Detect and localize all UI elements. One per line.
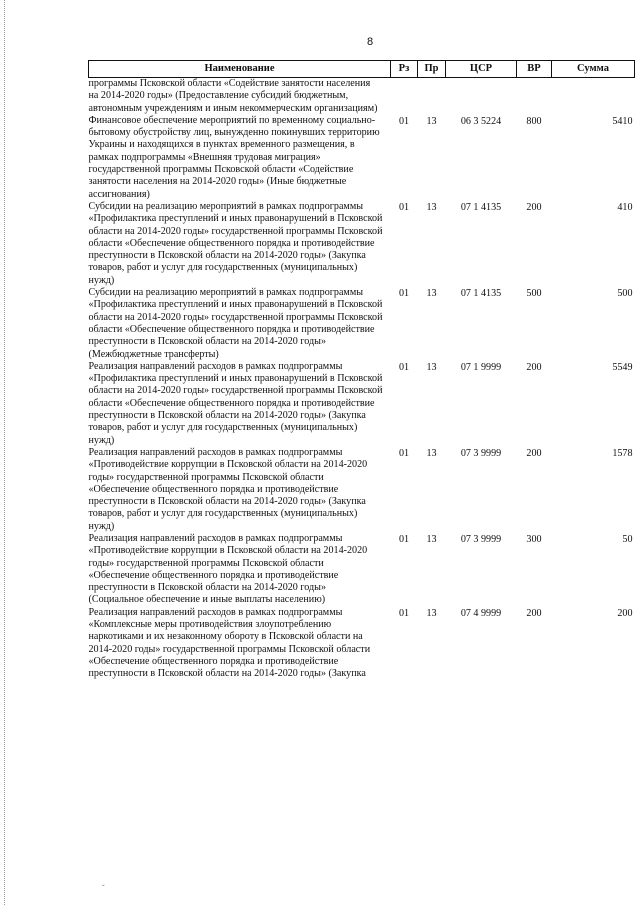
row-pr: 13 bbox=[426, 533, 437, 545]
row-sum: 5549 bbox=[612, 361, 633, 373]
row-pr: 13 bbox=[426, 607, 437, 619]
row-sum: 1578 bbox=[612, 447, 633, 459]
header-sum: Сумма bbox=[552, 61, 635, 78]
row-csr: 07 4 9999 bbox=[460, 607, 502, 619]
row-vr: 200 bbox=[526, 361, 542, 373]
table-row bbox=[89, 361, 635, 447]
table-row bbox=[89, 533, 635, 607]
header-pr: Пр bbox=[418, 61, 446, 78]
header-name: Наименование bbox=[89, 61, 391, 78]
row-rz: 01 bbox=[398, 607, 410, 619]
row-pr: 13 bbox=[426, 361, 437, 373]
page-number: 8 bbox=[366, 36, 374, 48]
row-vr: 200 bbox=[526, 201, 542, 213]
table-row bbox=[89, 115, 635, 201]
row-vr: 500 bbox=[526, 288, 542, 300]
row-pr: 13 bbox=[426, 288, 437, 300]
budget-table bbox=[88, 60, 635, 681]
header-vr: ВР bbox=[517, 61, 552, 78]
row-pr bbox=[418, 78, 446, 115]
row-name: Реализация направлений расходов в рамках подпрограммы «Противодействие коррупции в Псковской области на 2014-2020 годы» государственной программы Псковской области «Обеспечение общественного порядка и противодействие преступности в Псковской области на 2014-2020 годы» (Социальное обеспечение и иные выплаты населению) bbox=[88, 532, 368, 606]
row-name: Финансовое обеспечение мероприятий по временному социально-бытовому обустройству лиц, вынужденно покинувших территорию Украины и находящихся в пунктах временного размещения, в рамках подпрограммы «Внешняя трудовая миграция» государственной программы Псковской области «Содействие занятости населения на 2014-2020 годы» (Иные бюджетные ассигнования) bbox=[88, 114, 380, 200]
row-csr bbox=[446, 78, 517, 115]
row-sum: 5410 bbox=[612, 115, 633, 127]
table-row bbox=[89, 447, 635, 533]
header-rz: Рз bbox=[391, 61, 418, 78]
row-rz: 01 bbox=[398, 447, 410, 459]
scan-artifact-mark: ˇ bbox=[102, 884, 105, 893]
row-csr: 07 1 4135 bbox=[460, 288, 502, 300]
row-sum: 500 bbox=[617, 288, 633, 300]
row-vr: 200 bbox=[526, 607, 542, 619]
row-pr: 13 bbox=[426, 201, 437, 213]
row-csr: 07 3 9999 bbox=[460, 447, 502, 459]
row-csr: 06 3 5224 bbox=[460, 115, 502, 127]
row-vr: 200 bbox=[526, 447, 542, 459]
row-sum: 50 bbox=[622, 533, 633, 545]
row-pr: 13 bbox=[426, 115, 437, 127]
row-rz bbox=[391, 78, 418, 115]
row-csr: 07 3 9999 bbox=[460, 533, 502, 545]
table-row bbox=[89, 78, 635, 115]
table-row bbox=[89, 287, 635, 361]
table-row bbox=[89, 201, 635, 287]
row-vr bbox=[517, 78, 552, 115]
row-name: Субсидии на реализацию мероприятий в рамках подпрограммы «Профилактика преступлений и иных правонарушений в Псковской области на 2014-2020 годы» государственной программы Псковской области «Обеспечение общественного порядка и противодействие преступности в Псковской области на 2014-2020 годы» (Межбюджетные трансферты) bbox=[88, 287, 383, 360]
row-rz: 01 bbox=[398, 201, 410, 213]
row-name: Реализация направлений расходов в рамках подпрограммы «Противодействие коррупции в Псковской области на 2014-2020 годы» государственной программы Псковской области «Обеспечение общественного порядка и противодействие преступности в Псковской области на 2014-2020 годы» (Закупка товаров, работ и услуг для государственных (муниципальных) нужд) bbox=[88, 446, 368, 532]
row-rz: 01 bbox=[398, 288, 410, 300]
row-sum: 200 bbox=[617, 607, 633, 619]
row-name: программы Псковской области «Содействие занятости населения на 2014-2020 годы» (Предоставление субсидий бюджетным, автономным учреждениям и иным некоммерческим организациям) bbox=[88, 78, 378, 114]
row-name: Реализация направлений расходов в рамках подпрограммы «Профилактика преступлений и иных правонарушений в Псковской области на 2014-2020 годы» государственной программы Псковской области «Обеспечение общественного порядка и противодействие преступности в Псковской области на 2014-2020 годы» (Закупка товаров, работ и услуг для государственных (муниципальных) нужд) bbox=[88, 360, 383, 446]
row-name: Субсидии на реализацию мероприятий в рамках подпрограммы «Профилактика преступлений и иных правонарушений в Псковской области на 2014-2020 годы» государственной программы Псковской области «Обеспечение общественного порядка и противодействие преступности в Псковской области на 2014-2020 годы» (Закупка товаров, работ и услуг для государственных (муниципальных) нужд) bbox=[88, 200, 383, 286]
row-rz: 01 bbox=[398, 361, 410, 373]
table-header-row bbox=[89, 61, 635, 78]
row-rz: 01 bbox=[398, 115, 410, 127]
row-vr: 800 bbox=[526, 115, 542, 127]
row-csr: 07 1 4135 bbox=[460, 201, 502, 213]
scan-left-edge bbox=[4, 0, 6, 905]
row-name: Реализация направлений расходов в рамках подпрограммы «Комплексные меры противодействия злоупотреблению наркотиками и их незаконному обороту в Псковской области на 2014-2020 годы» государственной программы Псковской области «Обеспечение общественного порядка и противодействие преступности в Псковской области на 2014-2020 годы» (Закупка bbox=[88, 606, 371, 680]
row-pr: 13 bbox=[426, 447, 437, 459]
table-row bbox=[89, 607, 635, 681]
row-sum bbox=[552, 78, 635, 115]
row-rz: 01 bbox=[398, 533, 410, 545]
row-vr: 300 bbox=[526, 533, 542, 545]
row-csr: 07 1 9999 bbox=[460, 361, 502, 373]
row-sum: 410 bbox=[617, 201, 633, 213]
header-csr: ЦСР bbox=[446, 61, 517, 78]
